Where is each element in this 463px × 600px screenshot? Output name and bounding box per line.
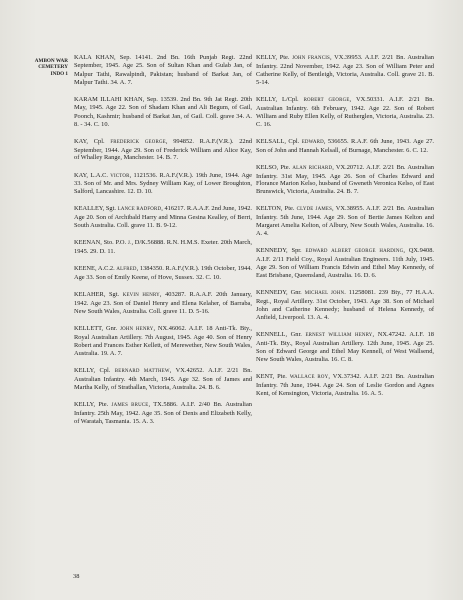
cemetery-label: [12, 58, 68, 77]
register-entry: KENNELL, Gnr. ERNEST WILLIAM HENRY, NX.47242. A.I.F. 18 Anti-Tk. Bty., Royal Australian Artillery. 12th June, 1945. Age 25. Son of Edward George and Ethel May Kennell, of West Wallsend, New South Wales, Australia. 16. C. 8.: [256, 330, 434, 363]
register-entry: KEENAN, Sto. P.O. J., D/K.56888. R.N. H.M.S. Exeter. 20th March, 1945. 29. D. 11.: [74, 239, 253, 256]
cemetery-label-line: CEMETERY: [38, 64, 68, 71]
register-entry: KAY, Cpl. FREDERICK GEORGE, 994852. R.A.F.(V.R.). 22nd September, 1944. Age 29. Son of Frederick William and Alice Kay, of Whalley Range, Manchester. 14. B. 7.: [74, 137, 252, 162]
register-entry: KELSO, Pte. ALAN RICHARD, VX.20712. A.I.F. 2/21 Bn. Australian Infantry. 31st May, 1945. Age 26. Son of Charles Edward and Florance Marion Kelso, husband of Gweneth Veronica Kelso, of East Brunswick, Victoria, Australia. 24. B. 7.: [256, 163, 434, 196]
register-entry: KARAM ILLAHI KHAN, Sep. 13539. 2nd Bn. 9th Jat Regt. 20th May, 1945. Age 22. Son of Shadam Khan and Ali Begum, of Gail, Poonch, Kashmir; husband of Barkat Jan, of Gail. Coll. grave 34. A. 8. - 34. C. 10.: [74, 95, 252, 128]
cemetery-label-line: INDO 1: [50, 70, 68, 77]
register-entry: KELLY, L/Cpl. ROBERT GEORGE, VX.50331. A.I.F. 2/21 Bn. Australian Infantry. 6th February, 1942. Age 22. Son of Robert William and Ruby Ellen Kelly, of Rutherglen, Victoria, Australia. 23. C. 16.: [256, 95, 435, 128]
register-entry: KENNEDY, Spr. EDWARD ALBERT GEORGE HARDING, QX.9408. A.I.F. 2/11 Field Coy., Royal Australian Engineers. 11th July, 1945. Age 29. Son of William Francis Edwin and Ethel May Kennedy, of East Brisbane, Queensland, Australia. 16. D. 6.: [256, 247, 434, 279]
right-column: [256, 54, 434, 407]
register-entry: KELLY, Pte. JOHN FRANCIS, VX.39953. A.I.F. 2/21 Bn. Australian Infantry. 22nd November, 1942. Age 23. Son of William Peter and Catherine Kelly, of Bentleigh, Victoria, Australia. Coll. grave 21. B. 5-14.: [256, 54, 434, 86]
register-entry: KELTON, Pte. CLYDE JAMES, VX.38955. A.I.F. 2/21 Bn. Australian Infantry. 5th June, 1944. Age 29. Son of Bertie James Kelton and Margaret Amelia Kelton, of Albury, New South Wales, Australia. 16. A. 4.: [256, 205, 434, 238]
register-entry: KELLY, Cpl. BERNARD MATTHEW, VX.42652. A.I.F. 2/21 Bn. Australian Infantry. 4th March, 1945. Age 32. Son of James and Martha Kelly, of Strathallan, Victoria, Australia. 24. B. 6.: [74, 367, 252, 391]
register-entry: KELLY, Pte. JAMES BRUCE, TX.5886. A.I.F. 2/40 Bn. Australian Infantry. 25th May, 1942. Age 35. Son of Denis and Elizabeth Kelly, of Waratah, Tasmania. 15. A. 3.: [74, 400, 252, 425]
register-entry: KELSALL, Cpl. EDWARD, 536655. R.A.F. 6th June, 1943. Age 27. Son of John and Hannah Kelsall, of Burnage, Manchester. 6. C. 12.: [256, 137, 434, 154]
register-entry: KEENE, A.C.2. ALFRED, 1384350. R.A.F.(V.R.). 19th October, 1944. Age 33. Son of Emily Keene, of Hove, Sussex. 32. C. 10.: [74, 265, 252, 282]
register-entry: KENT, Pte. WALLACE ROY, VX.37342. A.I.F. 2/21 Bn. Australian Infantry. 7th June, 1944. Age 24. Son of Leslie Gordon and Agnes Kent, of Kensington, Victoria, Australia. 16. A. 5.: [256, 372, 434, 397]
left-column: [74, 54, 252, 435]
register-entry: KELAHER, Sgt. KEVIN HENRY, 403287. R.A.A.F. 20th January, 1942. Age 23. Son of Daniel Henry and Elena Kelaher, of Barraba, New South Wales, Australia. Coll. grave 11. D. 5-16.: [74, 291, 252, 316]
register-entry: KALA KHAN, Sep. 14141. 2nd Bn. 16th Punjab Regt. 22nd September, 1945. Age 25. Son of Sultan Khan and Gulab Jan, of Malpur Tathi, Rawalpindi, Pakistan; husband of Barkat Jan, of Malpur Tathi. 34. A. 7.: [74, 54, 253, 86]
register-entry: KENNEDY, Gnr. MICHAEL JOHN. 11258081. 239 Bty., 77 H.A.A. Regt., Royal Artillery. 31st October, 1943. Age 38. Son of Michael John and Catherine Kennedy; husband of Helena Kennedy, of Anfield, Liverpool. 13. A. 4.: [256, 289, 434, 321]
page-number: 38: [73, 573, 80, 580]
register-entry: KEALLEY, Sgt. LANCE RADFORD, 416217. R.A.A.F. 2nd June, 1942. Age 20. Son of Archibald Harry and Minna Gesina Kealley, of Berri, South Australia. Coll. grave 11. B. 9-12.: [74, 205, 252, 230]
register-entry: KAY, L.A.C. VICTOR, 1121536. R.A.F.(V.R.). 19th June, 1944. Age 33. Son of Mr. and Mrs. Sydney William Kay, of Lower Broughton, Salford, Lancashire. 12. D. 10.: [74, 171, 252, 196]
cemetery-label-line: AMBON WAR: [34, 58, 68, 64]
register-entry: KELLETT, Gnr. JOHN HENRY, NX.46062. A.I.F. 18 Anti-Tk. Bty., Royal Australian Artillery. 7th August, 1945. Age 40. Son of Henry Robert and Frances Esther Kellett, of Merewether, New South Wales, Australia. 19. A. 7.: [74, 325, 252, 357]
